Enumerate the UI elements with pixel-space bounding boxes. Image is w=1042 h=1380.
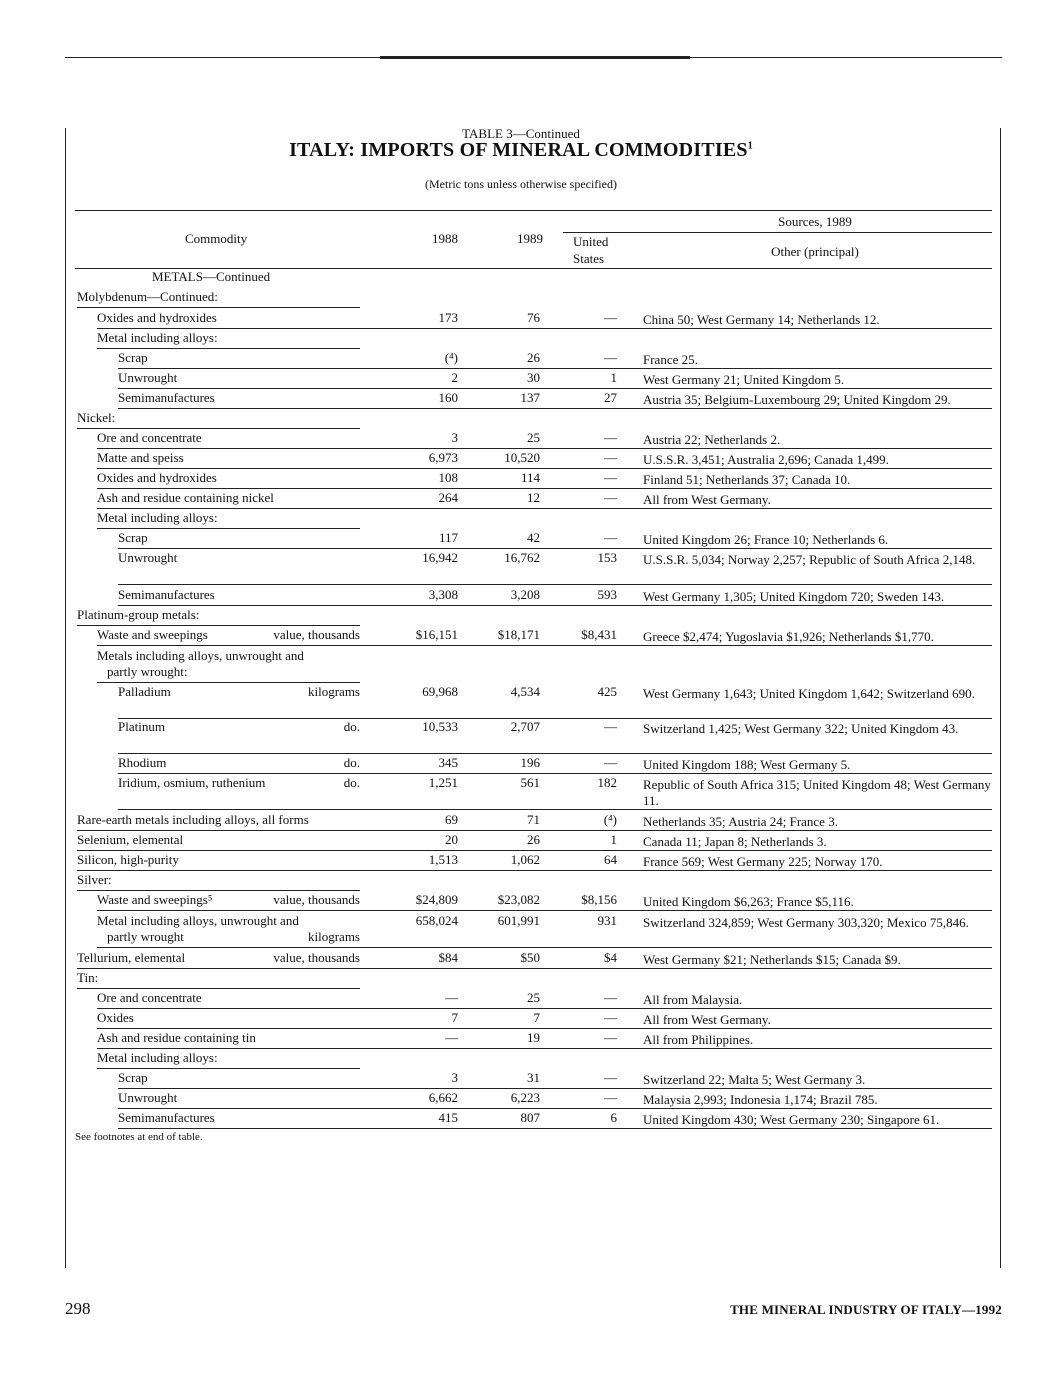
commodity-label: Matte and speiss (97, 450, 184, 465)
value-1988: 1,513 (428, 852, 458, 867)
table-label: TABLE 3—Continued (462, 126, 580, 141)
col-1988: 1988 (432, 231, 458, 246)
label-rule (77, 850, 360, 851)
other-sources: United Kingdom 188; West Germany 5. (643, 757, 851, 772)
other-sources: Austria 22; Netherlands 2. (643, 432, 781, 447)
label-rule (77, 890, 360, 891)
label-rule (118, 368, 360, 369)
commodity-label: Metals including alloys, unwrought and (97, 648, 304, 663)
value-1989: 1,062 (510, 852, 540, 867)
value-1989: 26 (527, 350, 540, 365)
value-1989: 10,520 (504, 450, 540, 465)
other-sources: All from Philippines. (643, 1032, 754, 1047)
units-note: (Metric tons unless otherwise specified) (425, 177, 617, 191)
value-united-states: — (604, 490, 617, 505)
row-rule (360, 773, 992, 774)
value-1988: 16,942 (422, 550, 458, 565)
other-sources: Switzerland 1,425; West Germany 322; United Kingdom 43. (643, 721, 959, 736)
commodity-label-cont: partly wrought: (107, 664, 188, 679)
running-title: THE MINERAL INDUSTRY OF ITALY—1992 (730, 1302, 1002, 1317)
commodity-label: Metal including alloys: (97, 510, 218, 525)
other-sources: U.S.S.R. 3,451; Australia 2,696; Canada 1,499. (643, 452, 889, 467)
label-rule (97, 528, 360, 529)
other-sources: Switzerland 324,859; West Germany 303,320; Mexico 75,846. (643, 915, 969, 930)
value-united-states: 1 (610, 832, 617, 847)
other-sources: Austria 35; Belgium-Luxembourg 29; United Kingdom 29. (643, 392, 951, 407)
page-number: 298 (65, 1299, 91, 1318)
top-rule-thick (380, 56, 690, 59)
other-sources: Republic of South Africa 315; United Kingdom 48; West Germany 11. (643, 777, 991, 808)
value-1988: — (445, 990, 458, 1005)
value-1989: $50 (520, 950, 540, 965)
value-united-states: 182 (597, 775, 617, 790)
commodity-label: Silver: (77, 872, 112, 887)
commodity-label: Rhodium (118, 755, 167, 770)
value-1989: 561 (520, 775, 540, 790)
label-rule (97, 1008, 360, 1009)
value-1988: 10,533 (422, 719, 458, 734)
value-1988: 108 (438, 470, 458, 485)
other-sources: U.S.S.R. 5,034; Norway 2,257; Republic of South Africa 2,148. (643, 552, 976, 567)
value-1988: $16,151 (415, 627, 458, 642)
col-other: Other (principal) (771, 244, 859, 259)
row-rule (360, 830, 992, 831)
row-rule (360, 508, 992, 509)
other-sources: All from Malaysia. (643, 992, 743, 1007)
other-sources: United Kingdom $6,263; France $5,116. (643, 894, 854, 909)
label-rule (97, 910, 360, 911)
commodity-label: Waste and sweepings⁵ (97, 892, 213, 907)
value-united-states: 593 (597, 587, 617, 602)
commodity-label: Oxides (97, 1010, 134, 1025)
label-rule (77, 830, 360, 831)
other-sources: Switzerland 22; Malta 5; West Germany 3. (643, 1072, 866, 1087)
value-1988: 2 (451, 370, 458, 385)
label-rule (77, 428, 360, 429)
label-rule (118, 388, 360, 389)
label-rule (118, 773, 360, 774)
value-1988: 69 (445, 812, 458, 827)
value-1989: 71 (527, 812, 540, 827)
value-1988: (⁴) (444, 350, 458, 365)
value-1989: 42 (527, 530, 540, 545)
value-united-states: — (604, 470, 617, 485)
col-us-line1: United (573, 234, 609, 249)
row-rule (360, 753, 992, 754)
col-us-line2: States (573, 251, 605, 266)
label-rule (97, 328, 360, 329)
other-sources: Greece $2,474; Yugoslavia $1,926; Netherlands $1,770. (643, 629, 934, 644)
value-1989: 30 (527, 370, 540, 385)
commodity-label: Oxides and hydroxides (97, 310, 217, 325)
other-sources: West Germany 1,305; United Kingdom 720; Sweden 143. (643, 589, 945, 604)
label-rule (97, 645, 360, 646)
commodity-label: Selenium, elemental (77, 832, 184, 847)
commodity-label: Ash and residue containing tin (97, 1030, 256, 1045)
value-1989: 601,991 (497, 913, 540, 928)
value-1989: 25 (527, 430, 540, 445)
value-1988: 415 (438, 1110, 458, 1125)
value-united-states: (⁴) (603, 812, 617, 827)
value-1988: 173 (438, 310, 458, 325)
commodity-label: Metal including alloys, unwrought and (97, 913, 299, 928)
label-rule (77, 968, 360, 969)
value-1989: 137 (520, 390, 540, 405)
label-rule (97, 947, 360, 948)
commodity-label: Oxides and hydroxides (97, 470, 217, 485)
row-rule (360, 1088, 992, 1089)
value-1988: 7 (451, 1010, 458, 1025)
row-rule (360, 488, 992, 489)
unit-label: value, thousands (273, 892, 360, 907)
commodity-label: Iridium, osmium, ruthenium (118, 775, 266, 790)
value-1988: 6,973 (428, 450, 458, 465)
value-1989: $18,171 (497, 627, 540, 642)
label-rule (97, 348, 360, 349)
commodity-label: Ore and concentrate (97, 430, 202, 445)
row-rule (360, 947, 992, 948)
value-1989: 3,208 (510, 587, 540, 602)
commodity-label: Waste and sweepings (97, 627, 208, 642)
label-rule (97, 508, 360, 509)
label-rule (118, 584, 360, 585)
label-rule (97, 468, 360, 469)
label-rule (118, 605, 360, 606)
table-title (0, 139, 1042, 162)
row-rule (360, 408, 992, 409)
other-sources: China 50; West Germany 14; Netherlands 12. (643, 312, 880, 327)
row-rule (360, 1008, 992, 1009)
value-united-states: — (604, 755, 617, 770)
value-united-states: — (604, 990, 617, 1005)
commodity-label: Tellurium, elemental (77, 950, 186, 965)
row-rule (360, 548, 992, 549)
value-1989: 25 (527, 990, 540, 1005)
commodity-label: Silicon, high-purity (77, 852, 179, 867)
value-united-states: — (604, 430, 617, 445)
value-united-states: 931 (597, 913, 617, 928)
unit-label: value, thousands (273, 950, 360, 965)
value-united-states: 153 (597, 550, 617, 565)
label-rule (118, 1108, 360, 1109)
value-1988: 117 (438, 530, 458, 545)
value-1989: 114 (520, 470, 540, 485)
value-united-states: $8,431 (581, 627, 617, 642)
right-margin-rule (1000, 128, 1001, 1268)
row-rule (360, 645, 992, 646)
commodity-label: Rare-earth metals including alloys, all forms (77, 812, 309, 827)
label-rule (77, 307, 360, 308)
label-rule (77, 625, 360, 626)
col-sources: Sources, 1989 (778, 214, 852, 229)
value-1988: 160 (438, 390, 458, 405)
commodity-label: Ore and concentrate (97, 990, 202, 1005)
commodity-label: Platinum (118, 719, 165, 734)
row-rule (360, 1108, 992, 1109)
value-1988: 20 (445, 832, 458, 847)
value-1988: — (445, 1030, 458, 1045)
value-1988: 3,308 (428, 587, 458, 602)
commodity-label: Molybdenum—Continued: (77, 289, 218, 304)
unit-label: do. (343, 775, 360, 790)
value-1989: 196 (520, 755, 540, 770)
other-sources: Canada 11; Japan 8; Netherlands 3. (643, 834, 827, 849)
row-rule (360, 1128, 992, 1129)
commodity-label: Platinum-group metals: (77, 607, 200, 622)
label-rule (97, 1068, 360, 1069)
value-united-states: — (604, 1030, 617, 1045)
value-united-states: — (604, 450, 617, 465)
value-1989: 16,762 (504, 550, 540, 565)
row-rule (360, 468, 992, 469)
col-1989: 1989 (517, 231, 543, 246)
value-1989: 6,223 (510, 1090, 540, 1105)
value-united-states: $8,156 (581, 892, 617, 907)
unit-label: value, thousands (273, 627, 360, 642)
value-1989: 19 (527, 1030, 540, 1045)
sources-rule (563, 232, 992, 233)
commodity-label: Metal including alloys: (97, 330, 218, 345)
value-united-states: 6 (610, 1110, 617, 1125)
value-1989: 31 (527, 1070, 540, 1085)
value-1988: 345 (438, 755, 458, 770)
commodity-label-cont: partly wrought (107, 929, 184, 944)
label-rule (77, 988, 360, 989)
left-margin-rule (65, 128, 66, 1268)
value-1988: $24,809 (415, 892, 458, 907)
value-1988: 1,251 (428, 775, 458, 790)
value-1989: 2,707 (510, 719, 540, 734)
label-rule (118, 1088, 360, 1089)
label-rule (118, 1128, 360, 1129)
other-sources: All from West Germany. (643, 1012, 771, 1027)
value-united-states: 1 (610, 370, 617, 385)
value-1989: 26 (527, 832, 540, 847)
commodity-label: Semimanufactures (118, 390, 215, 405)
label-rule (97, 1028, 360, 1029)
row-rule (360, 328, 992, 329)
commodity-label: Ash and residue containing nickel (97, 490, 274, 505)
value-united-states: 27 (604, 390, 617, 405)
other-sources: West Germany $21; Netherlands $15; Canada $9. (643, 952, 901, 967)
label-rule (118, 548, 360, 549)
other-sources: West Germany 21; United Kingdom 5. (643, 372, 845, 387)
value-1988: 6,662 (428, 1090, 458, 1105)
commodity-label: Semimanufactures (118, 1110, 215, 1125)
value-united-states: — (604, 1070, 617, 1085)
value-united-states: 64 (604, 852, 617, 867)
other-sources: United Kingdom 430; West Germany 230; Singapore 61. (643, 1112, 940, 1127)
other-sources: Netherlands 35; Austria 24; France 3. (643, 814, 838, 829)
row-rule (360, 448, 992, 449)
row-rule (360, 605, 992, 606)
row-rule (360, 1028, 992, 1029)
commodity-label: Metal including alloys: (97, 1050, 218, 1065)
label-rule (97, 682, 360, 683)
value-united-states: — (604, 310, 617, 325)
row-rule (360, 870, 992, 871)
label-rule (97, 1048, 360, 1049)
value-1989: 76 (527, 310, 540, 325)
label-rule (118, 809, 360, 810)
commodity-label: Nickel: (77, 410, 116, 425)
label-rule (118, 753, 360, 754)
commodity-label: Semimanufactures (118, 587, 215, 602)
row-rule (360, 809, 992, 810)
value-1988: 3 (451, 430, 458, 445)
value-united-states: — (604, 1090, 617, 1105)
value-1989: 7 (533, 1010, 540, 1025)
commodity-label: Unwrought (118, 370, 178, 385)
other-sources: Finland 51; Netherlands 37; Canada 10. (643, 472, 851, 487)
value-united-states: — (604, 1010, 617, 1025)
title-footnote-mark: 1 (747, 140, 753, 152)
row-rule (360, 910, 992, 911)
value-united-states: 425 (597, 684, 617, 699)
header-top-rule (75, 210, 992, 211)
label-rule (97, 488, 360, 489)
commodity-label: Unwrought (118, 550, 178, 565)
label-rule (118, 408, 360, 409)
row-rule (360, 388, 992, 389)
row-rule (360, 850, 992, 851)
value-united-states: $4 (604, 950, 617, 965)
unit-label: kilograms (308, 929, 360, 944)
value-1989: $23,082 (497, 892, 540, 907)
row-rule (360, 968, 992, 969)
value-1988: 3 (451, 1070, 458, 1085)
other-sources: France 25. (643, 352, 698, 367)
label-rule (97, 448, 360, 449)
other-sources: France 569; West Germany 225; Norway 170. (643, 854, 883, 869)
value-united-states: — (604, 350, 617, 365)
unit-label: do. (343, 755, 360, 770)
row-rule (360, 584, 992, 585)
commodity-label: Scrap (118, 1070, 148, 1085)
commodity-label: Tin: (77, 970, 99, 985)
other-sources: All from West Germany. (643, 492, 771, 507)
row-rule (360, 368, 992, 369)
value-1989: 807 (520, 1110, 540, 1125)
value-1988: 658,024 (415, 913, 458, 928)
other-sources: West Germany 1,643; United Kingdom 1,642; Switzerland 690. (643, 686, 975, 701)
commodity-label: Unwrought (118, 1090, 178, 1105)
other-sources: United Kingdom 26; France 10; Netherlands 6. (643, 532, 889, 547)
value-united-states: — (604, 719, 617, 734)
value-united-states: — (604, 530, 617, 545)
value-1989: 12 (527, 490, 540, 505)
table-title-text: ITALY: IMPORTS OF MINERAL COMMODITIES (289, 139, 748, 161)
value-1989: 4,534 (510, 684, 540, 699)
row-rule (360, 1048, 992, 1049)
unit-label: do. (343, 719, 360, 734)
col-commodity: Commodity (185, 231, 248, 246)
section-heading: METALS—Continued (152, 269, 271, 284)
other-sources: Malaysia 2,993; Indonesia 1,174; Brazil 785. (643, 1092, 878, 1107)
unit-label: kilograms (308, 684, 360, 699)
value-1988: $84 (438, 950, 458, 965)
label-rule (77, 870, 360, 871)
value-1988: 264 (438, 490, 458, 505)
commodity-label: Scrap (118, 530, 148, 545)
commodity-label: Palladium (118, 684, 171, 699)
commodity-label: Scrap (118, 350, 148, 365)
see-footnotes-note: See footnotes at end of table. (75, 1131, 203, 1143)
value-1988: 69,968 (422, 684, 458, 699)
